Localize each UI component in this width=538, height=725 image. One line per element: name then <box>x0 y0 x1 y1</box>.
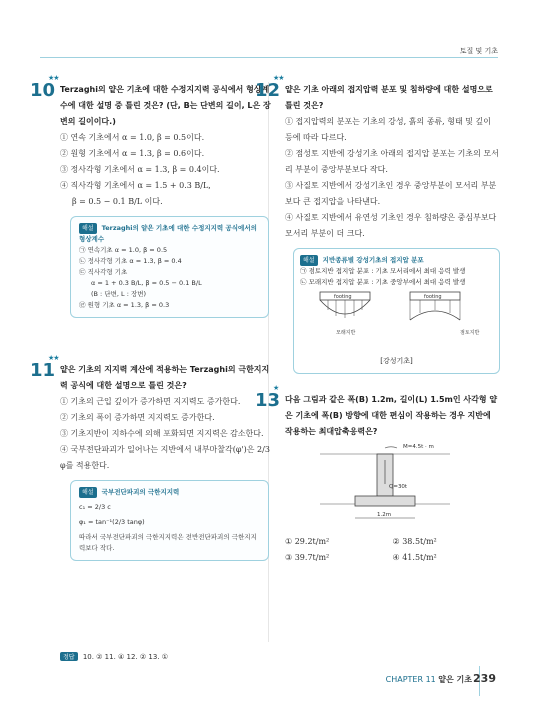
option-4: ④ 국부전단파괴가 일어나는 지반에서 내부마찰각(φ')은 2/3 φ를 적용한다. <box>60 445 270 470</box>
explain-line: φ₁ = tan⁻¹(2/3 tanφ) <box>79 518 145 526</box>
explanation-box <box>70 216 269 318</box>
question-number: 11 <box>30 360 56 381</box>
explanation-title: 지반종류별 강성기초의 접지압 분포 <box>322 256 424 264</box>
difficulty-stars: ★ <box>273 384 279 392</box>
explain-line: ㉣ 원형 기초 α = 1.3, β = 0.3 <box>79 301 170 309</box>
moment-label: M=4.5t · m <box>403 444 434 450</box>
explanation-title: Terzaghi의 얕은 기초에 대한 수정지지력 공식에서의 형상계수 <box>79 224 257 243</box>
figure-caption: [강성기초] <box>380 357 413 365</box>
eccentric-footing-figure <box>285 440 485 530</box>
option-2: ② 38.5t/m² <box>392 537 437 546</box>
answer-key <box>60 652 168 661</box>
answer-text: 10. ② 11. ④ 12. ② 13. ① <box>82 653 169 661</box>
question-text: Terzaghi의 얕은 기초에 대한 수정지지력 공식에서 형상계수에 대한 설명 중 틀린 것은? (단, B는 단변의 길이, L은 장변의 길이이다.) <box>60 85 271 126</box>
question-number: 10 <box>30 80 56 101</box>
explanation-badge: 해설 <box>79 223 97 234</box>
footing-label: footing <box>334 294 352 300</box>
explain-line: ㉡ 모래지반 접지압 분포 : 기초 중앙부에서 최대 응력 발생 <box>300 278 466 286</box>
explain-line: 따라서 국부전단파괴의 극한지지력은 전반전단파괴의 극한지지력보다 작다. <box>79 533 257 552</box>
right-column <box>255 74 500 578</box>
question-text: 얕은 기초의 지지력 계산에 적용하는 Terzaghi의 극한지지력 공식에 대한 설명으로 틀린 것은? <box>60 365 270 390</box>
explain-line: (B : 단변, L : 장변) <box>91 290 147 298</box>
explain-line: ㉠ 연속기초 α = 1.0, β = 0.5 <box>79 246 168 254</box>
footer-chapter <box>386 674 472 685</box>
option-1: ① 접지압력의 분포는 기초의 강성, 흙의 종류, 형태 및 깊이 등에 따라 다르다. <box>285 117 491 142</box>
option-3: ③ 정사각형 기초에서 α = 1.3, β = 0.4이다. <box>60 165 220 174</box>
question-text: 다음 그림과 같은 폭(B) 1.2m, 길이(L) 1.5m인 사각형 얕은 기초에 폭(B) 방향에 대한 편심이 작용하는 경우 지반에 작용하는 최대압축응력은? <box>285 395 498 436</box>
load-label: Q=30t <box>389 484 408 490</box>
question-13 <box>255 384 500 566</box>
option-3: ③ 39.7t/m² <box>285 553 330 562</box>
option-3: ③ 사질토 지반에서 강성기초인 경우 중앙부분이 모서리 부분보다 큰 접지압을 나타낸다. <box>285 181 497 206</box>
option-2: ② 기초의 폭이 증가하면 지지력도 증가한다. <box>60 413 215 422</box>
option-4: ④ 41.5t/m² <box>392 553 437 562</box>
section-tag: 토질 및 기초 <box>459 47 498 55</box>
question-number: 12 <box>255 80 281 101</box>
option-3: ③ 기초지반이 지하수에 의해 포화되면 지지력은 감소한다. <box>60 429 264 438</box>
option-1: ① 29.2t/m² <box>285 537 330 546</box>
question-number: 13 <box>255 390 281 411</box>
difficulty-stars: ★★ <box>48 354 59 362</box>
question-11 <box>30 354 275 561</box>
option-1: ① 기초의 근입 깊이가 증가하면 지지력도 증가한다. <box>60 397 241 406</box>
options-grid <box>285 534 500 566</box>
answer-badge: 정답 <box>60 652 78 661</box>
explain-line: α = 1 + 0.3 B/L, β = 0.5 − 0.1 B/L <box>91 279 202 287</box>
chapter-label: CHAPTER 11 <box>385 675 436 684</box>
explanation-badge: 해설 <box>300 255 318 266</box>
left-column <box>30 74 275 573</box>
header-rule <box>40 57 498 58</box>
option-4-cont: β = 0.5 − 0.1 B/L 이다. <box>72 197 163 206</box>
option-2: ② 점성토 지반에 강성기초 아래의 접지압 분포는 기초의 모서리 부분이 중앙부분보다 작다. <box>285 149 499 174</box>
explain-line: c₁ = 2/3 c <box>79 503 111 511</box>
sand-label: 모래지반 <box>336 330 356 336</box>
difficulty-stars: ★★ <box>273 74 284 82</box>
question-12 <box>255 74 500 374</box>
question-text: 얕은 기초 아래의 접지압력 분포 및 침하량에 대한 설명으로 틀린 것은? <box>285 85 493 110</box>
option-4: ④ 사질토 지반에서 유연성 기초인 경우 침하량은 중심부보다 모서리 부분이 더 크다. <box>285 213 497 238</box>
difficulty-stars: ★★ <box>48 74 59 82</box>
option-4: ④ 직사각형 기초에서 α = 1.5 + 0.3 B/L, <box>60 181 211 190</box>
explanation-title: 국부전단파괴의 극한지지력 <box>101 488 180 496</box>
explain-line: ㉠ 점토지반 접지압 분포 : 기초 모서리에서 최대 응력 발생 <box>300 267 466 275</box>
option-1: ① 연속 기초에서 α = 1.0, β = 0.5이다. <box>60 133 205 142</box>
option-2: ② 원형 기초에서 α = 1.3, β = 0.6이다. <box>60 149 205 158</box>
clay-label: 점토지반 <box>460 330 480 336</box>
contact-pressure-diagram <box>300 288 490 350</box>
footing-label: footing <box>424 294 442 300</box>
explain-line: ㉢ 직사각형 기초 <box>79 268 128 276</box>
width-label: 1.2m <box>377 512 392 518</box>
explanation-box <box>70 480 269 561</box>
explain-line: ㉡ 정사각형 기초 α = 1.3, β = 0.4 <box>79 257 182 265</box>
page-number: 239 <box>473 672 496 685</box>
chapter-title: 얕은 기초 <box>438 675 472 684</box>
explanation-badge: 해설 <box>79 487 97 498</box>
explanation-box <box>293 248 500 374</box>
question-10 <box>30 74 275 318</box>
